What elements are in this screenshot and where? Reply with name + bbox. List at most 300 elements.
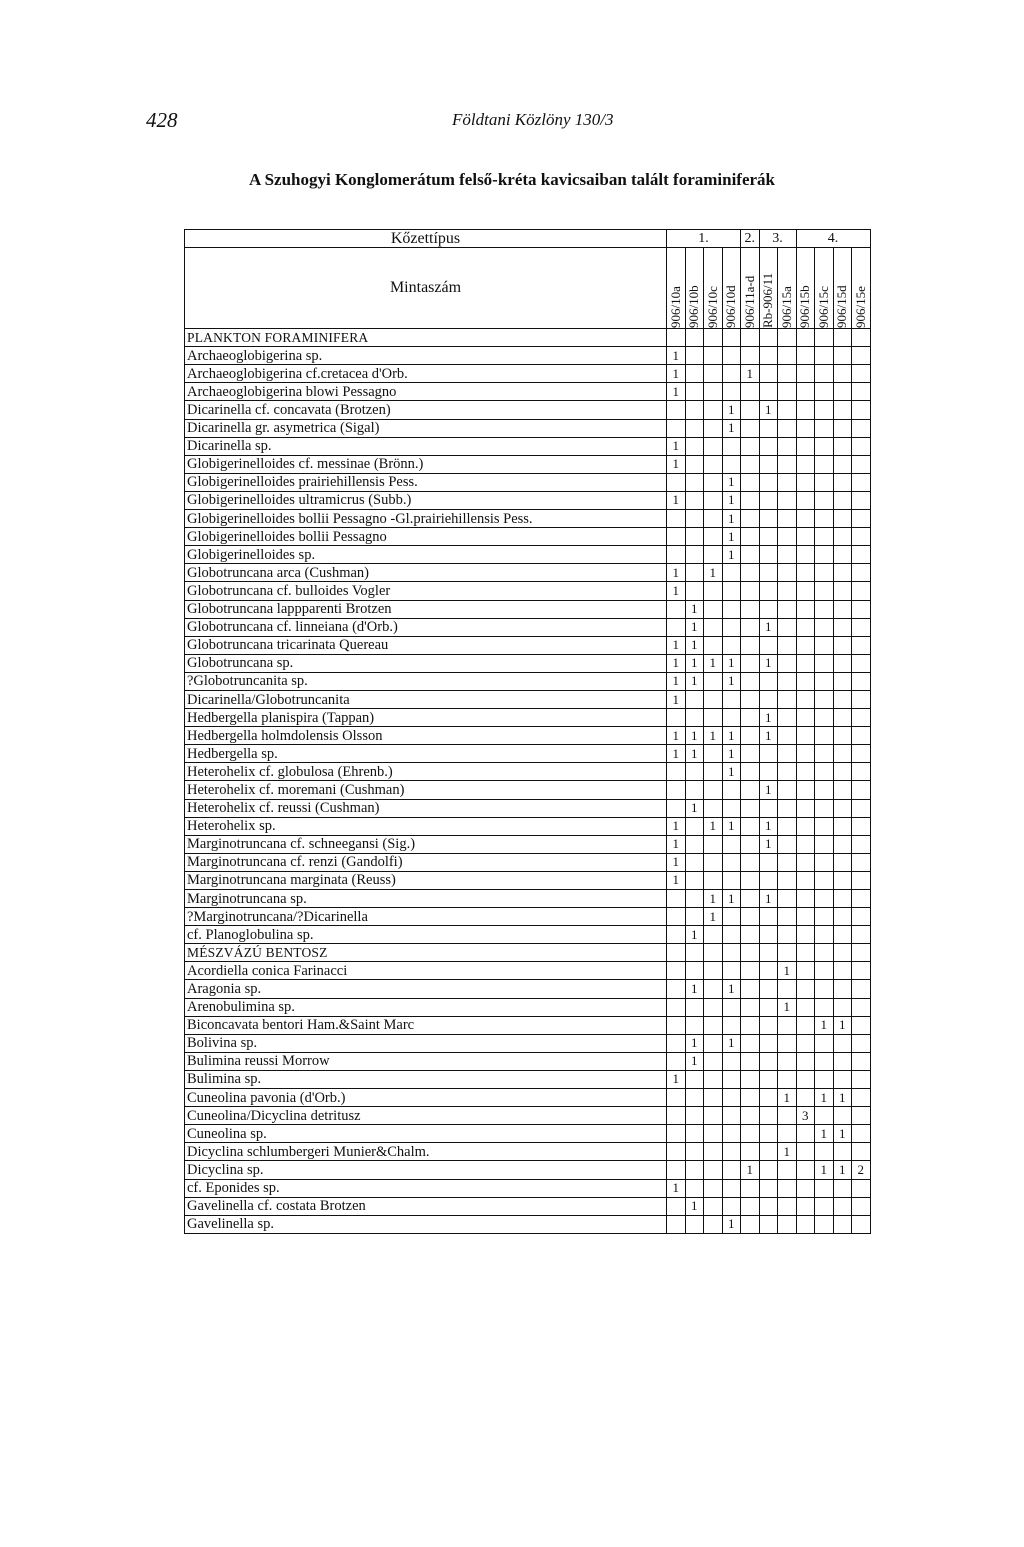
- occurrence-cell: [778, 727, 797, 745]
- occurrence-cell: 1: [704, 817, 723, 835]
- occurrence-cell: [722, 799, 741, 817]
- table-row: [185, 817, 871, 835]
- occurrence-cell: [815, 654, 834, 672]
- sample-id: 906/15a: [778, 286, 794, 329]
- occurrence-cell: [667, 926, 686, 944]
- occurrence-cell: 1: [778, 1089, 797, 1107]
- occurrence-cell: [759, 871, 778, 889]
- sample-id: 906/15c: [815, 286, 831, 329]
- occurrence-cell: [815, 781, 834, 799]
- occurrence-cell: [833, 727, 852, 745]
- occurrence-cell: [685, 329, 704, 347]
- occurrence-cell: [833, 672, 852, 690]
- table-row: [185, 600, 871, 618]
- occurrence-cell: [685, 473, 704, 491]
- occurrence-cell: [778, 890, 797, 908]
- occurrence-cell: [833, 980, 852, 998]
- occurrence-cell: [778, 781, 797, 799]
- occurrence-cell: 1: [667, 654, 686, 672]
- occurrence-cell: [704, 510, 723, 528]
- occurrence-cell: 1: [833, 1089, 852, 1107]
- occurrence-cell: 1: [667, 835, 686, 853]
- occurrence-cell: [667, 1052, 686, 1070]
- occurrence-cell: 1: [722, 727, 741, 745]
- taxon-name: Globotruncana cf. bulloides Vogler: [185, 582, 667, 600]
- occurrence-cell: [852, 383, 871, 401]
- table-row: [185, 1197, 871, 1215]
- occurrence-cell: [833, 781, 852, 799]
- group-3-header: 3.: [759, 230, 796, 248]
- occurrence-cell: [722, 582, 741, 600]
- occurrence-cell: [852, 727, 871, 745]
- occurrence-cell: [778, 347, 797, 365]
- occurrence-cell: [685, 365, 704, 383]
- occurrence-cell: [759, 600, 778, 618]
- occurrence-cell: 1: [704, 654, 723, 672]
- table-row: [185, 745, 871, 763]
- occurrence-cell: [778, 835, 797, 853]
- occurrence-cell: [704, 1197, 723, 1215]
- occurrence-cell: [741, 546, 760, 564]
- occurrence-cell: 1: [722, 654, 741, 672]
- occurrence-cell: [722, 835, 741, 853]
- occurrence-cell: [685, 781, 704, 799]
- table-row: [185, 1016, 871, 1034]
- occurrence-cell: [852, 546, 871, 564]
- sample-id: Rb-906/11: [760, 272, 776, 329]
- occurrence-cell: [833, 926, 852, 944]
- table-row: [185, 709, 871, 727]
- occurrence-cell: 1: [704, 727, 723, 745]
- sample-id: 906/15e: [852, 286, 868, 329]
- occurrence-cell: [759, 491, 778, 509]
- occurrence-cell: 1: [722, 473, 741, 491]
- occurrence-cell: [704, 1143, 723, 1161]
- occurrence-cell: [741, 853, 760, 871]
- occurrence-cell: 1: [722, 817, 741, 835]
- occurrence-cell: 1: [759, 709, 778, 727]
- section-heading: PLANKTON FORAMINIFERA: [185, 329, 667, 347]
- occurrence-cell: [778, 672, 797, 690]
- sample-header-906-10d: [722, 248, 741, 329]
- occurrence-cell: [704, 1070, 723, 1088]
- occurrence-cell: [704, 998, 723, 1016]
- rock-type-label: Kőzettípus: [185, 230, 667, 248]
- occurrence-cell: [833, 437, 852, 455]
- occurrence-cell: [796, 491, 815, 509]
- occurrence-cell: [833, 564, 852, 582]
- occurrence-cell: [796, 1161, 815, 1179]
- occurrence-cell: [722, 1125, 741, 1143]
- occurrence-cell: 1: [667, 491, 686, 509]
- occurrence-cell: 1: [685, 980, 704, 998]
- occurrence-cell: [778, 1179, 797, 1197]
- table-row: [185, 980, 871, 998]
- occurrence-cell: [722, 437, 741, 455]
- occurrence-cell: [815, 347, 834, 365]
- occurrence-cell: [667, 1215, 686, 1233]
- occurrence-cell: [796, 690, 815, 708]
- table-row: [185, 871, 871, 889]
- occurrence-cell: [741, 618, 760, 636]
- occurrence-cell: [667, 1034, 686, 1052]
- table-row: [185, 1161, 871, 1179]
- occurrence-cell: [852, 835, 871, 853]
- occurrence-cell: 1: [759, 618, 778, 636]
- occurrence-cell: [852, 799, 871, 817]
- occurrence-cell: [833, 1107, 852, 1125]
- occurrence-cell: [722, 709, 741, 727]
- group-1-header: 1.: [667, 230, 741, 248]
- taxon-name: Biconcavata bentori Ham.&Saint Marc: [185, 1016, 667, 1034]
- occurrence-cell: [852, 672, 871, 690]
- occurrence-cell: 1: [685, 926, 704, 944]
- table-row: [185, 1070, 871, 1088]
- occurrence-cell: [722, 690, 741, 708]
- occurrence-cell: [778, 455, 797, 473]
- sample-id: 906/10b: [686, 285, 702, 329]
- table-row: [185, 654, 871, 672]
- occurrence-cell: [796, 853, 815, 871]
- table-row: [185, 473, 871, 491]
- occurrence-cell: [796, 908, 815, 926]
- occurrence-cell: [778, 908, 797, 926]
- occurrence-cell: [833, 817, 852, 835]
- occurrence-cell: [667, 1107, 686, 1125]
- occurrence-cell: [759, 329, 778, 347]
- occurrence-cell: 1: [667, 1070, 686, 1088]
- occurrence-cell: [685, 383, 704, 401]
- occurrence-cell: [796, 835, 815, 853]
- occurrence-cell: [833, 528, 852, 546]
- occurrence-cell: 1: [722, 672, 741, 690]
- occurrence-cell: [833, 1143, 852, 1161]
- occurrence-cell: [722, 1016, 741, 1034]
- occurrence-cell: [778, 1070, 797, 1088]
- occurrence-cell: [685, 528, 704, 546]
- occurrence-cell: [722, 962, 741, 980]
- occurrence-cell: 1: [759, 835, 778, 853]
- occurrence-cell: 1: [759, 727, 778, 745]
- taxon-name: Heterohelix sp.: [185, 817, 667, 835]
- occurrence-cell: [833, 763, 852, 781]
- sample-header-906-15c: [815, 248, 834, 329]
- occurrence-cell: [759, 636, 778, 654]
- occurrence-cell: [852, 329, 871, 347]
- taxon-name: Aragonia sp.: [185, 980, 667, 998]
- occurrence-cell: [852, 1107, 871, 1125]
- occurrence-cell: [685, 1161, 704, 1179]
- occurrence-cell: 1: [667, 383, 686, 401]
- occurrence-cell: [815, 817, 834, 835]
- occurrence-cell: [815, 998, 834, 1016]
- occurrence-cell: [852, 1034, 871, 1052]
- occurrence-cell: [796, 781, 815, 799]
- sample-id: 906/15d: [834, 285, 850, 329]
- taxon-name: Globigerinelloides ultramicrus (Subb.): [185, 491, 667, 509]
- sample-label: Mintaszám: [185, 248, 667, 329]
- occurrence-cell: 1: [722, 401, 741, 419]
- occurrence-cell: [796, 546, 815, 564]
- taxon-name: Gavelinella cf. costata Brotzen: [185, 1197, 667, 1215]
- taxon-name: Dicyclina sp.: [185, 1161, 667, 1179]
- occurrence-cell: 1: [722, 1034, 741, 1052]
- occurrence-cell: [852, 1197, 871, 1215]
- occurrence-cell: [741, 347, 760, 365]
- occurrence-cell: [852, 853, 871, 871]
- occurrence-cell: [722, 781, 741, 799]
- occurrence-cell: [759, 799, 778, 817]
- occurrence-cell: [685, 998, 704, 1016]
- occurrence-cell: [741, 1125, 760, 1143]
- occurrence-cell: [833, 1179, 852, 1197]
- occurrence-cell: [704, 636, 723, 654]
- occurrence-cell: [778, 546, 797, 564]
- occurrence-cell: [685, 690, 704, 708]
- occurrence-cell: [704, 745, 723, 763]
- occurrence-cell: [704, 799, 723, 817]
- occurrence-cell: [759, 763, 778, 781]
- occurrence-cell: [833, 998, 852, 1016]
- occurrence-cell: 1: [815, 1016, 834, 1034]
- occurrence-cell: [852, 528, 871, 546]
- occurrence-cell: [815, 564, 834, 582]
- occurrence-cell: [667, 1197, 686, 1215]
- occurrence-cell: [704, 401, 723, 419]
- occurrence-cell: [796, 383, 815, 401]
- occurrence-cell: [667, 709, 686, 727]
- occurrence-cell: [833, 654, 852, 672]
- occurrence-cell: [741, 1215, 760, 1233]
- occurrence-cell: [741, 944, 760, 962]
- taxon-name: Dicyclina schlumbergeri Munier&Chalm.: [185, 1143, 667, 1161]
- occurrence-cell: [759, 564, 778, 582]
- occurrence-cell: [815, 383, 834, 401]
- occurrence-cell: [759, 1089, 778, 1107]
- occurrence-cell: [759, 998, 778, 1016]
- table-row: [185, 1052, 871, 1070]
- occurrence-cell: [815, 1052, 834, 1070]
- occurrence-cell: [796, 636, 815, 654]
- sample-id: 906/11a-d: [741, 275, 757, 329]
- occurrence-cell: [778, 944, 797, 962]
- occurrence-cell: [833, 1034, 852, 1052]
- occurrence-cell: [833, 600, 852, 618]
- occurrence-cell: 1: [685, 727, 704, 745]
- occurrence-cell: 1: [704, 890, 723, 908]
- occurrence-cell: [796, 998, 815, 1016]
- occurrence-cell: [759, 962, 778, 980]
- occurrence-cell: [815, 1034, 834, 1052]
- occurrence-cell: [852, 582, 871, 600]
- occurrence-cell: [722, 1052, 741, 1070]
- occurrence-cell: [667, 401, 686, 419]
- occurrence-cell: [704, 419, 723, 437]
- occurrence-cell: [796, 365, 815, 383]
- occurrence-cell: 1: [722, 1215, 741, 1233]
- occurrence-cell: [722, 1143, 741, 1161]
- occurrence-cell: [667, 890, 686, 908]
- occurrence-cell: [833, 383, 852, 401]
- section-row: [185, 944, 871, 962]
- occurrence-cell: [778, 926, 797, 944]
- occurrence-cell: [833, 510, 852, 528]
- occurrence-cell: [704, 437, 723, 455]
- occurrence-cell: [667, 1161, 686, 1179]
- table-row: [185, 491, 871, 509]
- occurrence-cell: [833, 582, 852, 600]
- occurrence-cell: [778, 745, 797, 763]
- table-row: [185, 1143, 871, 1161]
- occurrence-cell: [852, 926, 871, 944]
- occurrence-cell: [667, 944, 686, 962]
- occurrence-cell: [778, 491, 797, 509]
- occurrence-cell: [796, 329, 815, 347]
- occurrence-cell: 1: [722, 419, 741, 437]
- occurrence-cell: [741, 329, 760, 347]
- occurrence-cell: [685, 835, 704, 853]
- occurrence-cell: [704, 455, 723, 473]
- taxon-name: Archaeoglobigerina sp.: [185, 347, 667, 365]
- occurrence-cell: [759, 383, 778, 401]
- occurrence-cell: [833, 799, 852, 817]
- taxon-name: Globotruncana tricarinata Quereau: [185, 636, 667, 654]
- taxon-name: Globigerinelloides prairiehillensis Pess.: [185, 473, 667, 491]
- occurrence-cell: [685, 763, 704, 781]
- occurrence-cell: [778, 709, 797, 727]
- occurrence-cell: [778, 1125, 797, 1143]
- occurrence-cell: [722, 600, 741, 618]
- occurrence-cell: [815, 491, 834, 509]
- occurrence-cell: [667, 510, 686, 528]
- group-4-header: 4.: [796, 230, 870, 248]
- occurrence-cell: [759, 1197, 778, 1215]
- occurrence-cell: [796, 763, 815, 781]
- occurrence-cell: [759, 473, 778, 491]
- occurrence-cell: [685, 908, 704, 926]
- occurrence-cell: [852, 1125, 871, 1143]
- occurrence-cell: [741, 1016, 760, 1034]
- occurrence-cell: [833, 401, 852, 419]
- occurrence-cell: [741, 600, 760, 618]
- occurrence-cell: [722, 365, 741, 383]
- occurrence-cell: [722, 455, 741, 473]
- occurrence-cell: [685, 1089, 704, 1107]
- occurrence-cell: [815, 890, 834, 908]
- occurrence-cell: [815, 1107, 834, 1125]
- occurrence-cell: [759, 419, 778, 437]
- occurrence-cell: [759, 347, 778, 365]
- occurrence-cell: 1: [722, 491, 741, 509]
- occurrence-cell: [685, 817, 704, 835]
- taxon-name: Hedbergella planispira (Tappan): [185, 709, 667, 727]
- occurrence-cell: 1: [759, 401, 778, 419]
- taxon-name: Dicarinella sp.: [185, 437, 667, 455]
- occurrence-cell: [685, 1125, 704, 1143]
- occurrence-cell: [815, 745, 834, 763]
- occurrence-cell: [796, 1089, 815, 1107]
- occurrence-cell: [704, 383, 723, 401]
- table-row: [185, 908, 871, 926]
- taxon-name: Arenobulimina sp.: [185, 998, 667, 1016]
- taxon-name: Marginotruncana cf. schneegansi (Sig.): [185, 835, 667, 853]
- occurrence-cell: [778, 1215, 797, 1233]
- occurrence-cell: [704, 347, 723, 365]
- taxon-name: Heterohelix cf. moremani (Cushman): [185, 781, 667, 799]
- occurrence-cell: [852, 745, 871, 763]
- occurrence-cell: [722, 636, 741, 654]
- occurrence-cell: [741, 962, 760, 980]
- occurrence-cell: [796, 817, 815, 835]
- occurrence-cell: [815, 690, 834, 708]
- occurrence-cell: [759, 365, 778, 383]
- occurrence-cell: [815, 365, 834, 383]
- table-row: [185, 564, 871, 582]
- occurrence-cell: [833, 908, 852, 926]
- occurrence-cell: [667, 962, 686, 980]
- occurrence-cell: [685, 347, 704, 365]
- occurrence-cell: [815, 709, 834, 727]
- taxon-name: Dicarinella/Globotruncanita: [185, 690, 667, 708]
- table-row: [185, 1089, 871, 1107]
- occurrence-cell: 1: [815, 1161, 834, 1179]
- occurrence-cell: [685, 510, 704, 528]
- occurrence-cell: [704, 1107, 723, 1125]
- journal-header: Földtani Közlöny 130/3: [452, 110, 614, 129]
- occurrence-cell: [704, 980, 723, 998]
- occurrence-cell: [852, 618, 871, 636]
- foraminifera-table: [184, 229, 871, 1234]
- occurrence-cell: 1: [833, 1016, 852, 1034]
- occurrence-cell: 1: [722, 890, 741, 908]
- sample-id: 906/15b: [797, 285, 813, 329]
- table-row: [185, 853, 871, 871]
- table-row: [185, 1034, 871, 1052]
- taxon-name: Archaeoglobigerina blowi Pessagno: [185, 383, 667, 401]
- occurrence-cell: [704, 690, 723, 708]
- table-row: [185, 1179, 871, 1197]
- occurrence-cell: [685, 890, 704, 908]
- occurrence-cell: 1: [685, 1052, 704, 1070]
- taxon-name: Cuneolina pavonia (d'Orb.): [185, 1089, 667, 1107]
- table-row: [185, 998, 871, 1016]
- occurrence-cell: [833, 455, 852, 473]
- occurrence-cell: [833, 962, 852, 980]
- occurrence-cell: [667, 980, 686, 998]
- occurrence-cell: [741, 401, 760, 419]
- occurrence-cell: [704, 672, 723, 690]
- occurrence-cell: [741, 727, 760, 745]
- table-row: [185, 419, 871, 437]
- occurrence-cell: [852, 1179, 871, 1197]
- occurrence-cell: [778, 329, 797, 347]
- occurrence-cell: [667, 419, 686, 437]
- occurrence-cell: [704, 1161, 723, 1179]
- occurrence-cell: 1: [722, 528, 741, 546]
- taxon-name: Hedbergella holmdolensis Olsson: [185, 727, 667, 745]
- occurrence-cell: 1: [685, 1034, 704, 1052]
- occurrence-cell: [778, 582, 797, 600]
- occurrence-cell: [796, 582, 815, 600]
- occurrence-cell: [741, 1034, 760, 1052]
- taxon-name: Globotruncana arca (Cushman): [185, 564, 667, 582]
- occurrence-cell: [759, 1052, 778, 1070]
- table-row: [185, 582, 871, 600]
- occurrence-cell: [815, 510, 834, 528]
- occurrence-cell: [815, 908, 834, 926]
- occurrence-cell: [741, 636, 760, 654]
- occurrence-cell: 1: [704, 564, 723, 582]
